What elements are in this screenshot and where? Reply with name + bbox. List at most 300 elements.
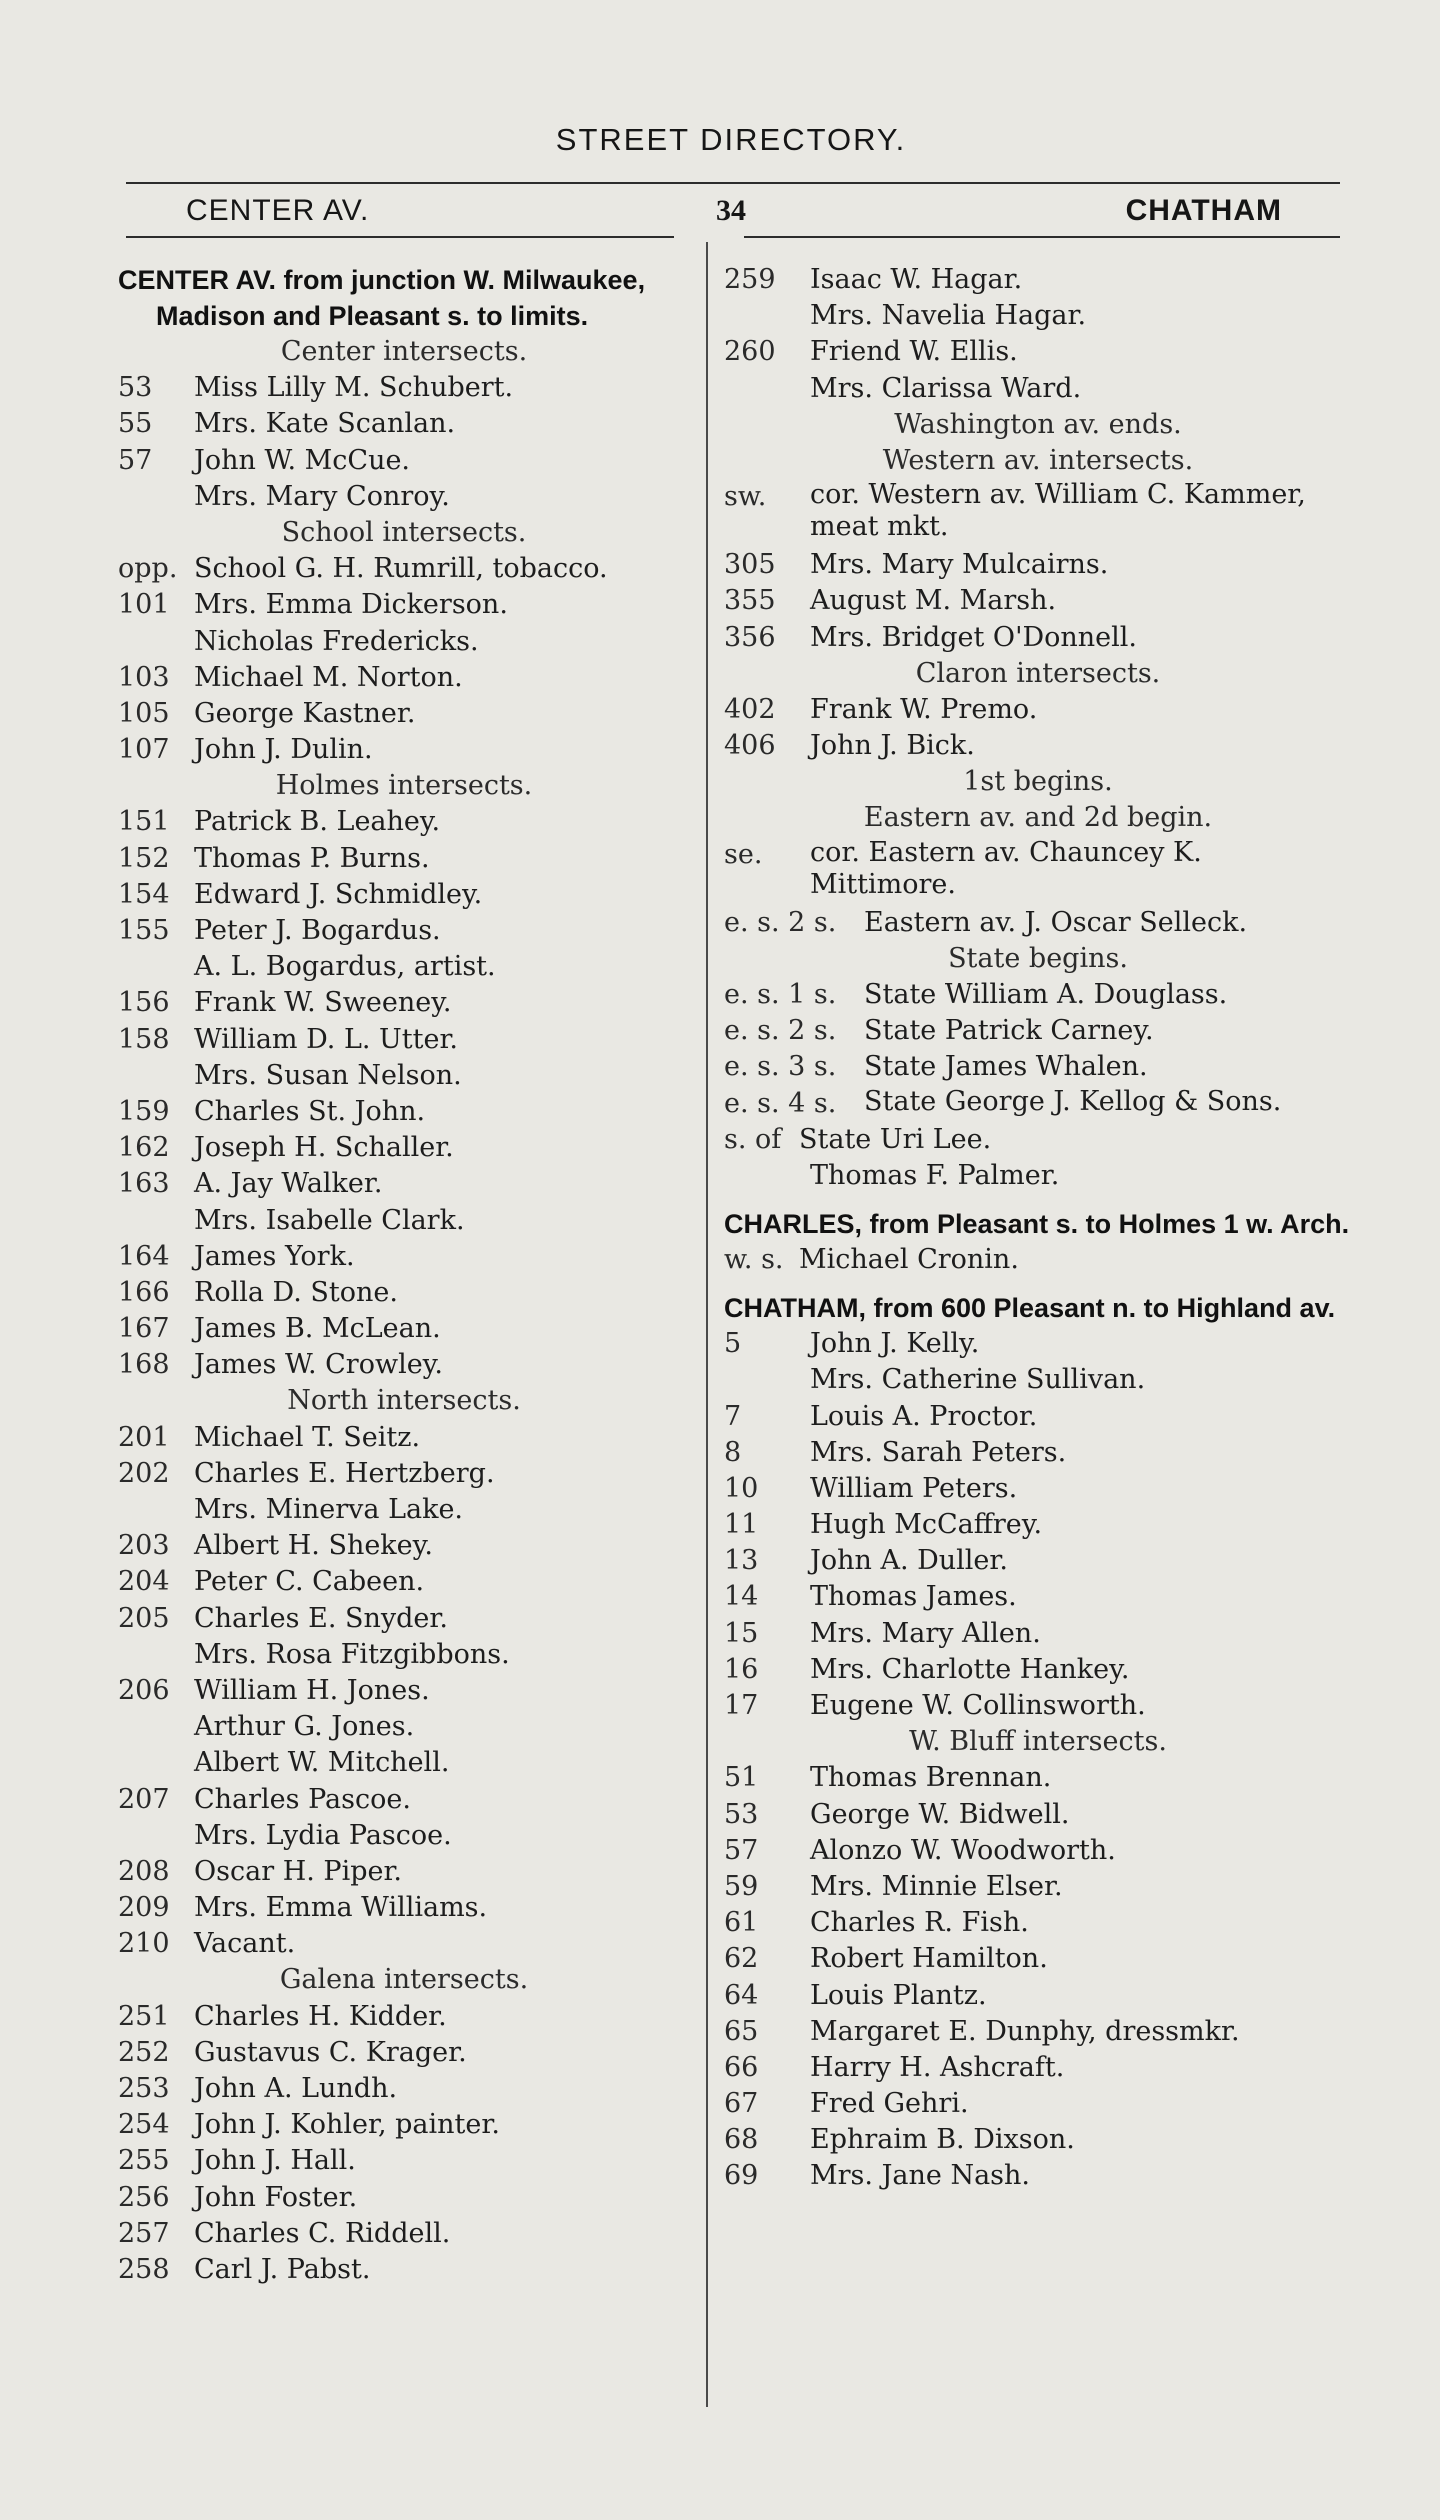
directory-entry	[118, 1058, 690, 1094]
directory-entry	[724, 1833, 1352, 1869]
resident-name: John J. Bick.	[810, 730, 975, 762]
directory-entry	[724, 1326, 1352, 1362]
house-number: se.	[724, 838, 763, 870]
house-number: 13	[724, 1545, 759, 1577]
cross-street-text: W. Bluff intersects.	[909, 1726, 1167, 1758]
head-rule-left	[126, 236, 674, 238]
directory-entry	[724, 1122, 1352, 1158]
charles-listing	[724, 1242, 1352, 1278]
directory-entry	[118, 1673, 690, 1709]
directory-entry	[724, 1616, 1352, 1652]
directory-entry	[724, 1869, 1352, 1905]
directory-entry	[118, 877, 690, 913]
directory-entry	[724, 2122, 1352, 2158]
directory-entry	[118, 551, 690, 587]
directory-entry	[118, 2107, 690, 2143]
resident-name: Mrs. Jane Nash.	[810, 2160, 1030, 2192]
directory-entry	[118, 1818, 690, 1854]
directory-entry	[118, 1890, 690, 1926]
house-number: 101	[118, 589, 170, 621]
resident-name: Thomas P. Burns.	[194, 842, 430, 874]
directory-entry	[118, 624, 690, 660]
resident-name: John A. Lundh.	[194, 2073, 398, 2104]
resident-name: Michael M. Norton.	[194, 661, 463, 693]
house-number: 152	[118, 842, 170, 874]
resident-name: Charles R. Fish.	[810, 1907, 1029, 1939]
directory-entry	[724, 905, 1352, 941]
house-number: 205	[118, 1602, 170, 1634]
cross-street-note	[724, 1724, 1352, 1760]
house-number: 17	[724, 1690, 759, 1721]
resident-name: Joseph H. Schaller.	[194, 1132, 454, 1164]
resident-name: Patrick B. Leahey.	[194, 806, 441, 838]
resident-name: Harry H. Ashcraft.	[810, 2051, 1065, 2083]
resident-name: Louis Plantz.	[810, 1979, 987, 2011]
resident-name: School G. H. Rumrill, tobacco.	[194, 553, 608, 585]
heading-text: CHARLES, from Pleasant s. to Holmes 1 w. Arch.	[724, 1208, 1350, 1239]
directory-entry	[724, 1471, 1352, 1507]
resident-name: Frank W. Sweeney.	[194, 987, 452, 1019]
house-number: 55	[118, 408, 153, 440]
cross-street-text: School intersects.	[281, 516, 527, 548]
directory-entry	[724, 298, 1352, 334]
directory-entry	[118, 1926, 690, 1962]
house-number: s. of	[724, 1123, 782, 1155]
resident-name: cor. Eastern av. Chauncey K. Mittimore.	[810, 836, 1202, 900]
directory-entry	[118, 696, 690, 732]
directory-entry	[118, 1637, 690, 1673]
house-number: 207	[118, 1783, 170, 1815]
house-number: 210	[118, 1928, 170, 1960]
resident-name: James W. Crowley.	[194, 1349, 443, 1381]
directory-entry	[724, 479, 1352, 547]
resident-name: Mrs. Catherine Sullivan.	[810, 1364, 1146, 1396]
directory-entry	[724, 547, 1352, 583]
center-av-listing	[118, 334, 690, 2288]
directory-entry	[118, 2071, 690, 2107]
resident-name: Charles C. Riddell.	[194, 2217, 451, 2249]
resident-name: State William A. Douglass.	[864, 979, 1228, 1010]
resident-name: Mrs. Susan Nelson.	[194, 1059, 462, 1091]
house-number: 7	[724, 1400, 742, 1432]
resident-name: Thomas Brennan.	[810, 1762, 1052, 1794]
resident-name: Fred Gehri.	[810, 2088, 969, 2120]
resident-name: John J. Kohler, painter.	[194, 2109, 500, 2141]
house-number: e. s. 1 s.	[724, 979, 837, 1010]
directory-entry	[118, 1239, 690, 1275]
directory-entry	[724, 1049, 1352, 1085]
directory-entry	[118, 587, 690, 623]
resident-name: Mrs. Navelia Hagar.	[810, 300, 1087, 332]
cross-street-note	[118, 1962, 690, 1998]
resident-name: George Kastner.	[194, 697, 416, 729]
directory-entry	[118, 985, 690, 1021]
resident-name: John J. Kelly.	[810, 1328, 980, 1360]
directory-entry	[724, 1905, 1352, 1941]
house-number: 8	[724, 1436, 742, 1468]
resident-name: Peter J. Bogardus.	[194, 915, 441, 946]
resident-name: Michael Cronin.	[799, 1243, 1019, 1275]
street-heading-charles	[724, 1206, 1352, 1242]
directory-entry	[118, 1203, 690, 1239]
house-number: 107	[118, 734, 170, 766]
directory-entry	[118, 1311, 690, 1347]
directory-entry	[724, 1242, 1352, 1278]
center-av-listing-continued	[724, 262, 1352, 1194]
directory-entry	[724, 692, 1352, 728]
resident-name: John A. Duller.	[810, 1545, 1008, 1577]
resident-name: State George J. Kellog & Sons.	[864, 1085, 1282, 1117]
house-number: 255	[118, 2145, 170, 2177]
house-number: sw.	[724, 481, 767, 513]
house-number: 65	[724, 2015, 759, 2047]
resident-name: Mrs. Rosa Fitzgibbons.	[194, 1638, 510, 1670]
resident-name: Louis A. Proctor.	[810, 1400, 1038, 1432]
house-number: 51	[724, 1762, 759, 1794]
directory-entry	[724, 1507, 1352, 1543]
house-number: 14	[724, 1581, 759, 1613]
cross-street-text: 1st begins.	[963, 766, 1113, 798]
resident-name: Ephraim B. Dixson.	[810, 2124, 1075, 2156]
directory-entry	[724, 1652, 1352, 1688]
directory-entry	[724, 1013, 1352, 1049]
directory-entry	[118, 370, 690, 406]
house-number: 163	[118, 1168, 170, 1200]
directory-entry	[724, 2014, 1352, 2050]
page-title: STREET DIRECTORY.	[555, 122, 907, 157]
resident-name: August M. Marsh.	[810, 585, 1057, 617]
house-number: 67	[724, 2088, 759, 2120]
house-number: 251	[118, 2000, 170, 2032]
house-number: 103	[118, 661, 170, 693]
house-number: opp.	[118, 553, 178, 585]
directory-entry	[118, 1166, 690, 1202]
house-number: 68	[724, 2124, 759, 2156]
house-number: 402	[724, 693, 776, 725]
directory-entry	[724, 2086, 1352, 2122]
house-number: 69	[724, 2160, 759, 2192]
house-number: 151	[118, 806, 170, 838]
house-number: 156	[118, 987, 170, 1019]
resident-name: Thomas James.	[810, 1581, 1017, 1613]
cross-street-note	[724, 941, 1352, 977]
directory-entry	[118, 949, 690, 985]
directory-entry	[118, 804, 690, 840]
cross-street-text: Center intersects.	[280, 336, 528, 367]
house-number: 57	[724, 1834, 759, 1866]
cross-street-text: North intersects.	[287, 1385, 521, 1417]
head-rule-right	[744, 236, 1340, 238]
directory-entry	[118, 1782, 690, 1818]
directory-entry	[724, 1086, 1352, 1122]
directory-entry	[118, 2252, 690, 2288]
directory-entry	[118, 406, 690, 442]
directory-entry	[118, 732, 690, 768]
directory-entry	[724, 1543, 1352, 1579]
directory-entry	[118, 2216, 690, 2252]
directory-entry	[724, 262, 1352, 298]
resident-name: Thomas F. Palmer.	[810, 1159, 1060, 1191]
directory-entry	[118, 913, 690, 949]
resident-name: Isaac W. Hagar.	[810, 264, 1023, 295]
resident-name: Margaret E. Dunphy, dressmkr.	[810, 2015, 1240, 2047]
directory-entry	[724, 1941, 1352, 1977]
directory-entry	[118, 1275, 690, 1311]
resident-name: Mrs. Minerva Lake.	[194, 1494, 464, 1525]
directory-entry	[118, 2180, 690, 2216]
house-number: 162	[118, 1132, 170, 1164]
directory-entry	[724, 1435, 1352, 1471]
resident-name: Vacant.	[194, 1928, 296, 1960]
house-number: 64	[724, 1979, 759, 2011]
cross-street-text: Western av. intersects.	[882, 444, 1194, 476]
directory-entry	[118, 1130, 690, 1166]
house-number: 164	[118, 1240, 170, 1272]
directory-entry	[724, 1978, 1352, 2014]
resident-name: Mrs. Clarissa Ward.	[810, 372, 1082, 404]
resident-name: Miss Lilly M. Schubert.	[194, 372, 514, 404]
directory-entry	[118, 1528, 690, 1564]
house-number: 168	[118, 1349, 170, 1381]
directory-entry	[118, 660, 690, 696]
house-number: 406	[724, 730, 776, 762]
resident-name: George W. Bidwell.	[810, 1798, 1070, 1830]
resident-name: cor. Western av. William C. Kammer, meat mkt.	[810, 479, 1306, 543]
resident-name: Carl J. Pabst.	[194, 2253, 371, 2285]
chatham-listing	[724, 1326, 1352, 2195]
house-number: 202	[118, 1457, 170, 1489]
directory-entry	[724, 1760, 1352, 1796]
house-number: 167	[118, 1313, 170, 1345]
cross-street-note	[724, 656, 1352, 692]
resident-name: Mrs. Mary Allen.	[810, 1617, 1041, 1649]
resident-name: State Uri Lee.	[799, 1123, 992, 1155]
resident-name: James B. McLean.	[194, 1313, 441, 1345]
house-number: 209	[118, 1892, 170, 1924]
resident-name: Charles E. Snyder.	[194, 1602, 448, 1634]
cross-street-note	[724, 443, 1352, 479]
directory-entry	[724, 334, 1352, 370]
directory-entry	[724, 2050, 1352, 2086]
resident-name: John J. Hall.	[194, 2145, 356, 2177]
resident-name: Frank W. Premo.	[810, 693, 1038, 725]
resident-name: Michael T. Seitz.	[194, 1421, 421, 1453]
house-number: e. s. 3 s.	[724, 1051, 837, 1083]
house-number: 155	[118, 915, 170, 946]
resident-name: Charles Pascoe.	[194, 1783, 411, 1815]
house-number: 203	[118, 1530, 170, 1562]
resident-name: Mrs. Emma Dickerson.	[194, 589, 508, 621]
directory-entry	[724, 1362, 1352, 1398]
resident-name: Nicholas Fredericks.	[194, 625, 479, 657]
cross-street-note	[118, 1383, 690, 1419]
resident-name: Eugene W. Collinsworth.	[810, 1690, 1146, 1721]
resident-name: Arthur G. Jones.	[194, 1711, 415, 1743]
resident-name: Edward J. Schmidley.	[194, 878, 483, 910]
resident-name: Mrs. Bridget O'Donnell.	[810, 621, 1138, 653]
cross-street-text: Washington av. ends.	[894, 408, 1182, 440]
house-number: 254	[118, 2109, 170, 2141]
house-number: e. s. 2 s.	[724, 1015, 837, 1047]
directory-entry	[118, 443, 690, 479]
resident-name: Alonzo W. Woodworth.	[810, 1834, 1116, 1866]
house-number: 53	[118, 372, 153, 404]
house-number: 5	[724, 1328, 742, 1360]
resident-name: Gustavus C. Krager.	[194, 2036, 467, 2068]
directory-entry	[118, 841, 690, 877]
cross-street-note	[118, 515, 690, 551]
resident-name: Albert H. Shekey.	[194, 1530, 433, 1562]
directory-entry	[724, 728, 1352, 764]
house-number: 159	[118, 1095, 170, 1127]
house-number: 253	[118, 2073, 170, 2104]
house-number: 57	[118, 444, 153, 476]
directory-entry	[118, 1564, 690, 1600]
resident-name: Charles H. Kidder.	[194, 2000, 447, 2032]
house-number: 158	[118, 1023, 170, 1055]
heading-text: CENTER AV. from junction W. Milwaukee, Madison and Pleasant s. to limits.	[118, 265, 646, 331]
resident-name: Mrs. Emma Williams.	[194, 1892, 488, 1924]
cross-street-text: State begins.	[948, 942, 1128, 974]
house-number: 105	[118, 697, 170, 729]
house-number: 53	[724, 1798, 759, 1830]
house-number: 59	[724, 1870, 759, 1902]
resident-name: State James Whalen.	[864, 1051, 1148, 1083]
house-number: 259	[724, 264, 776, 295]
cross-street-text: Eastern av. and 2d begin.	[863, 802, 1213, 834]
resident-name: Mrs. Charlotte Hankey.	[810, 1653, 1130, 1685]
house-number: 10	[724, 1472, 759, 1504]
right-column	[724, 262, 1352, 2195]
cross-street-text: Holmes intersects.	[275, 770, 533, 802]
directory-entry	[724, 620, 1352, 656]
resident-name: A. Jay Walker.	[194, 1168, 383, 1200]
directory-entry	[724, 837, 1352, 905]
resident-name: John J. Dulin.	[194, 734, 373, 766]
resident-name: Mrs. Kate Scanlan.	[194, 408, 456, 440]
cross-street-text: Galena intersects.	[279, 1964, 529, 1996]
directory-entry	[724, 1688, 1352, 1724]
directory-entry	[118, 479, 690, 515]
page-number: 34	[716, 194, 746, 227]
resident-name: Mrs. Lydia Pascoe.	[194, 1819, 452, 1851]
directory-entry	[118, 1709, 690, 1745]
house-number: 355	[724, 585, 776, 617]
top-rule	[126, 182, 1340, 184]
house-number: 16	[724, 1653, 759, 1685]
cross-street-note	[724, 407, 1352, 443]
resident-name: A. L. Bogardus, artist.	[194, 951, 496, 983]
house-number: 204	[118, 1566, 170, 1598]
house-number: 258	[118, 2253, 170, 2285]
resident-name: Mrs. Sarah Peters.	[810, 1436, 1067, 1468]
resident-name: Hugh McCaffrey.	[810, 1509, 1043, 1541]
directory-entry	[118, 1347, 690, 1383]
house-number: 166	[118, 1276, 170, 1308]
house-number: 11	[724, 1509, 759, 1541]
house-number: 201	[118, 1421, 170, 1453]
directory-entry	[724, 977, 1352, 1013]
resident-name: Charles E. Hertzberg.	[194, 1457, 495, 1489]
resident-name: Robert Hamilton.	[810, 1943, 1048, 1975]
cross-street-note	[724, 764, 1352, 800]
house-number: 252	[118, 2036, 170, 2068]
resident-name: William H. Jones.	[194, 1674, 430, 1706]
resident-name: John Foster.	[194, 2181, 358, 2213]
resident-name: John W. McCue.	[194, 444, 411, 476]
heading-text: CHATHAM, from 600 Pleasant n. to Highland av.	[724, 1293, 1336, 1324]
directory-entry	[118, 1492, 690, 1528]
resident-name: Eastern av. J. Oscar Selleck.	[864, 906, 1248, 938]
directory-entry	[724, 1797, 1352, 1833]
running-head-left: CENTER AV.	[186, 194, 370, 227]
directory-entry	[118, 2035, 690, 2071]
left-column	[118, 262, 690, 2288]
resident-name: State Patrick Carney.	[864, 1015, 1154, 1047]
directory-entry	[118, 1456, 690, 1492]
resident-name: Peter C. Cabeen.	[194, 1566, 425, 1598]
directory-entry	[724, 583, 1352, 619]
resident-name: Mrs. Mary Conroy.	[194, 480, 450, 512]
resident-name: William D. L. Utter.	[194, 1023, 459, 1055]
resident-name: Oscar H. Piper.	[194, 1855, 402, 1887]
directory-entry	[724, 1579, 1352, 1615]
resident-name: Friend W. Ellis.	[810, 336, 1018, 368]
directory-entry	[118, 1745, 690, 1781]
street-heading-center-av	[118, 262, 690, 334]
directory-entry	[724, 1158, 1352, 1194]
house-number: 305	[724, 549, 776, 581]
cross-street-note	[118, 334, 690, 370]
directory-entry	[118, 2143, 690, 2179]
cross-street-note	[724, 800, 1352, 836]
house-number: 256	[118, 2181, 170, 2213]
resident-name: Rolla D. Stone.	[194, 1276, 398, 1308]
directory-entry	[724, 2158, 1352, 2194]
directory-entry	[118, 1420, 690, 1456]
house-number: 154	[118, 878, 170, 910]
house-number: 206	[118, 1674, 170, 1706]
directory-entry	[118, 1022, 690, 1058]
house-number: 208	[118, 1855, 170, 1887]
resident-name: Charles St. John.	[194, 1095, 426, 1127]
directory-entry	[118, 1094, 690, 1130]
directory-entry	[118, 1999, 690, 2035]
house-number: 257	[118, 2217, 170, 2249]
resident-name: Mrs. Minnie Elser.	[810, 1870, 1063, 1902]
directory-entry	[724, 1399, 1352, 1435]
street-heading-chatham	[724, 1290, 1352, 1326]
house-number: e. s. 4 s.	[724, 1087, 837, 1119]
resident-name: Mrs. Isabelle Clark.	[194, 1204, 465, 1236]
directory-entry	[724, 371, 1352, 407]
resident-name: William Peters.	[810, 1472, 1018, 1504]
house-number: 66	[724, 2051, 759, 2083]
running-head-right: CHATHAM	[1125, 194, 1282, 227]
resident-name: James York.	[194, 1240, 355, 1272]
cross-street-text: Claron intersects.	[915, 657, 1161, 689]
house-number: 15	[724, 1617, 759, 1649]
running-head	[126, 190, 1340, 234]
house-number: 260	[724, 336, 776, 368]
house-number: 356	[724, 621, 776, 653]
house-number: e. s. 2 s.	[724, 906, 837, 938]
column-divider	[706, 242, 708, 2407]
cross-street-note	[118, 768, 690, 804]
house-number: w. s.	[724, 1243, 784, 1275]
resident-name: Albert W. Mitchell.	[194, 1747, 450, 1779]
directory-entry	[118, 1601, 690, 1637]
